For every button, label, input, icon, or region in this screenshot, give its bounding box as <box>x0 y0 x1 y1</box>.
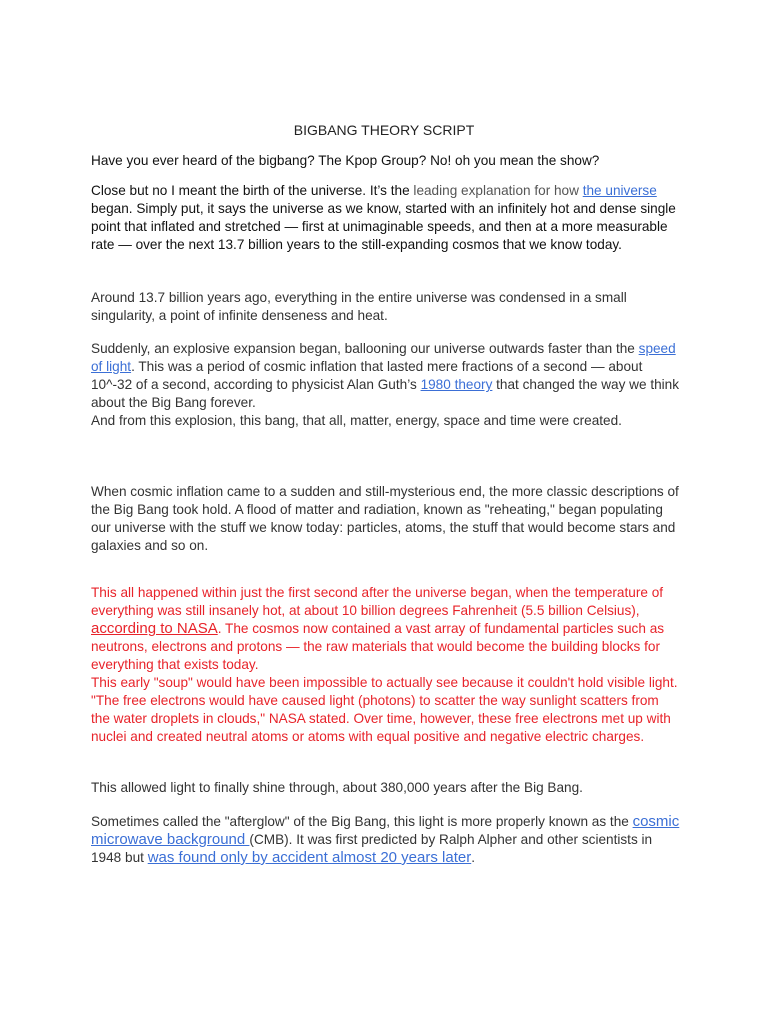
text-segment: Close but no I meant the birth of the universe. It’s the <box>91 183 414 198</box>
text-segment: leading explanation for how <box>413 183 583 198</box>
link-found-by-accident[interactable]: was found only by accident almost 20 years later <box>147 849 472 866</box>
text-segment: Suddenly, an explosive expansion began, ballooning our universe outwards faster than the <box>91 341 639 356</box>
paragraph-cmb <box>91 813 681 867</box>
link-according-to-nasa[interactable]: according to NASA <box>91 620 218 637</box>
paragraph-singularity: Around 13.7 billion years ago, everything in the entire universe was condensed in a small singularity, a point of infinite denseness and heat. <box>91 290 627 323</box>
text-segment: This all happened within just the first second after the universe began, when the temperature of everything was still insanely hot, at about 10 billion degrees Fahrenheit (5.5 billion Celsius), <box>91 585 664 618</box>
text-segment: began. Simply put, it says the universe as we know, started with an infinitely hot and dense single point that inflated and stretched — first at unimaginable speeds, and then at a more measurable rate — over the next 13.7 billion years to the still-expanding cosmos that we know today. <box>91 201 676 252</box>
paragraph-birth-of-universe <box>91 182 681 254</box>
link-speed-of-light[interactable]: speed of light <box>91 341 676 374</box>
paragraph-inflation <box>91 340 681 430</box>
link-cosmic-microwave-background[interactable]: cosmic microwave background <box>91 813 680 848</box>
paragraph-first-second <box>91 584 681 746</box>
text-segment: Sometimes called the "afterglow" of the Big Bang, this light is more properly known as the <box>91 814 633 829</box>
link-the-universe[interactable]: the universe <box>582 183 657 198</box>
text-segment: (CMB). It was first predicted by Ralph Alpher and other scientists in 1948 but <box>91 832 653 865</box>
link-1980-theory[interactable]: 1980 theory <box>420 377 493 392</box>
text-segment: . <box>471 850 475 865</box>
paragraph-reheating: When cosmic inflation came to a sudden and still-mysterious end, the more classic descriptions of the Big Bang took hold. A flood of matter and radiation, known as "reheating," began populating our universe with the stuff we know today: particles, atoms, the stuff that would become stars and galaxies and so on. <box>91 484 679 553</box>
text-segment: . The cosmos now contained a vast array of fundamental particles such as neutrons, electrons and protons — the raw materials that would become the building blocks for everything that exists today. <box>91 621 665 672</box>
intro-paragraph: Have you ever heard of the bigbang? The Kpop Group? No! oh you mean the show? <box>91 153 600 168</box>
text-segment: And from this explosion, this bang, that all, matter, energy, space and time were created. <box>91 413 622 428</box>
paragraph-light-shines: This allowed light to finally shine through, about 380,000 years after the Big Bang. <box>91 780 583 795</box>
document-title: BIGBANG THEORY SCRIPT <box>293 122 475 138</box>
text-segment: . This was a period of cosmic inflation that lasted mere fractions of a second — about 10^-32 of a second, according to physicist Alan Guth’s <box>91 359 643 392</box>
text-segment: This early "soup" would have been impossible to actually see because it couldn't hold visible light. "The free electrons would have caused light (photons) to scatter the way sunlight scatters from the water droplets in clouds," NASA stated. Over time, however, these free electrons met up with nuclei and created neutral atoms or atoms with equal positive and negative electric charges. <box>91 675 678 744</box>
text-segment: that changed the way we think about the Big Bang forever. <box>91 377 680 410</box>
